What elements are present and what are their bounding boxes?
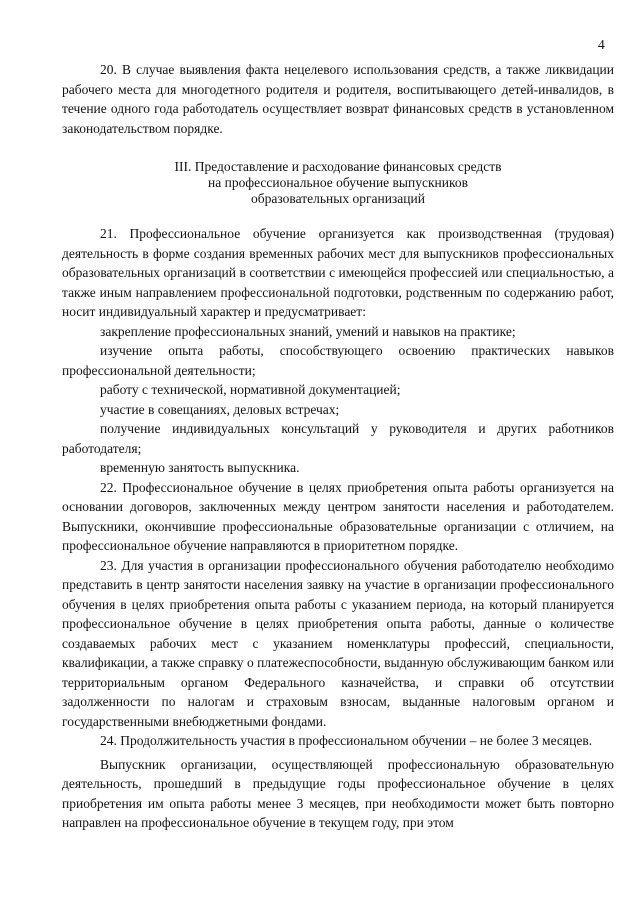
- paragraph-24: 24. Продолжительность участия в профессиональном обучении – не более 3 месяцев.: [100, 733, 593, 748]
- list-item: работу с технической, нормативной документацией;: [100, 382, 401, 397]
- document-body: [62, 60, 614, 833]
- list-item: изучение опыта работы, способствующего освоению практических навыков профессиональной деятельности;: [62, 343, 614, 378]
- list-item: закрепление профессиональных знаний, умений и навыков на практике;: [100, 323, 516, 339]
- list-item: участие в совещаниях, деловых встречах;: [100, 401, 340, 417]
- paragraph-23: 23. Для участия в организации профессионального обучения работодателю необходимо представить в центр занятости населения заявку на участие в организации профессионального обучения в целях приобретения опыта работы с указанием периода, на который планируется профессиональное обучение в целях приобретения опыта работы, данные о количестве создаваемых рабочих мест с указанием номенклатуры профессий, специальности, квалификации, а также справку о платежеспособности, выданную обслуживающим банком или территориальным органом Федерального казначейства, и справки об отсутствии задолженности по налогам и страховым взносам, выданные налоговым органом и государственными внебюджетными фондами.: [62, 557, 614, 729]
- paragraph-21: 21. Профессиональное обучение организуется как производственная (трудовая) деятельность в форме создания временных рабочих мест для выпускников профессиональных образовательных организаций в соответствии с имеющейся профессией или специальностью, а также иным направлением профессиональной подготовки, родственным по содержанию работ, носит индивидуальный характер и предусматривает:: [62, 226, 614, 319]
- section-heading-line: образовательных организаций: [251, 191, 425, 206]
- section-heading: [62, 159, 614, 207]
- paragraph-22: 22. Профессиональное обучение в целях приобретения опыта работы организуется на основании договоров, заключенных между центром занятости населения и работодателем. Выпускники, окончившие профессиональные образовательные организации с отличием, на профессиональное обучение направляются в приоритетном порядке.: [62, 479, 614, 553]
- paragraph-24-continuation: Выпускник организации, осуществляющей профессиональную образовательную деятельность, прошедший в предыдущие годы профессиональное обучение в целях приобретения им опыта работы менее 3 месяцев, при необходимости может быть повторно направлен на профессиональное обучение в текущем году, при этом: [62, 756, 614, 830]
- paragraph-20: 20. В случае выявления факта нецелевого использования средств, а также ликвидации рабочего места для многодетного родителя и родителя, воспитывающего детей-инвалидов, в течение одного года работодатель осуществляет возврат финансовых средств в установленном законодательством порядке.: [62, 62, 614, 136]
- section-heading-line: III. Предоставление и расходование финансовых средств: [174, 159, 502, 174]
- page-number: 4: [598, 37, 605, 52]
- list-item: временную занятость выпускника.: [100, 460, 300, 475]
- list-item: получение индивидуальных консультаций у руководителя и других работников работодателя;: [62, 421, 614, 456]
- section-heading-line: на профессиональное обучение выпускников: [208, 175, 468, 190]
